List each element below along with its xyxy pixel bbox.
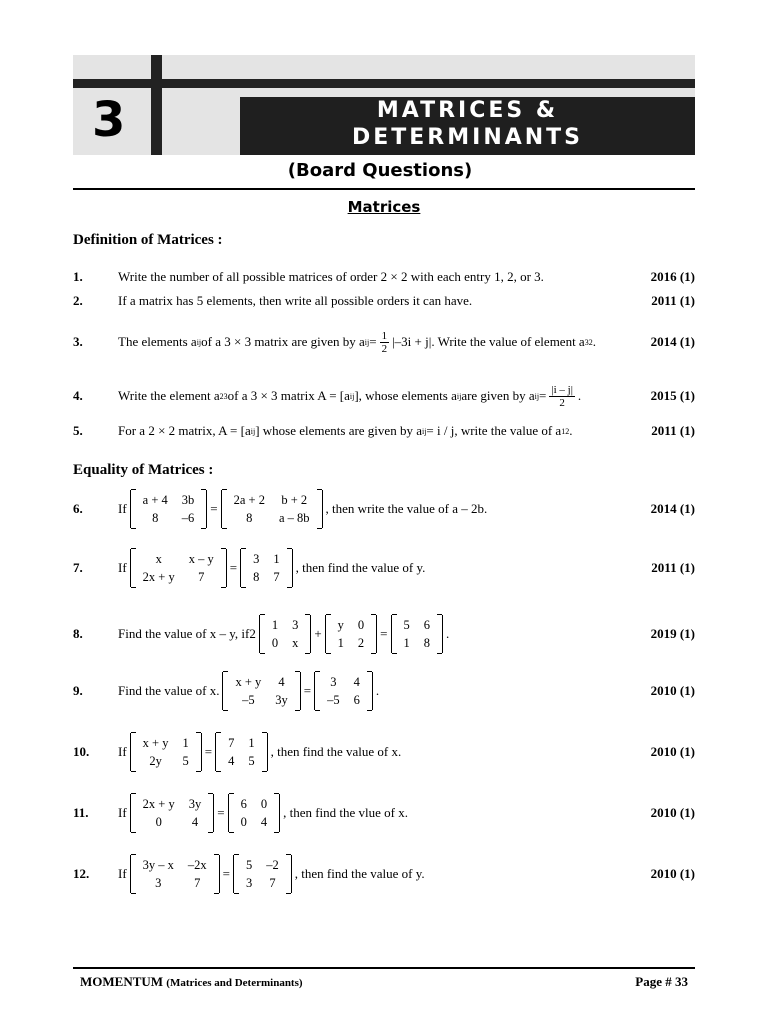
matrix-cell: 4 — [278, 675, 285, 689]
equals-sign: = — [380, 626, 388, 641]
fraction-numerator: 1 — [381, 329, 388, 342]
text-part: , then write the value of a – 2b. — [325, 501, 488, 516]
matrix — [130, 733, 202, 771]
question-12 — [73, 852, 695, 896]
question-text — [118, 855, 647, 893]
text-part: of a 3 × 3 matrix are given by a — [201, 334, 365, 349]
matrix-cell: 4 — [260, 815, 268, 829]
matrix-cell: 3 — [155, 876, 162, 890]
text-part: . — [569, 423, 573, 438]
footer-rule — [73, 967, 695, 969]
text-part: , then find the value of y. — [295, 560, 426, 575]
question-number: 4. — [73, 388, 83, 403]
text-part: of a 3 × 3 matrix A = [a — [227, 388, 350, 403]
text-part: are given by a — [461, 388, 535, 403]
matrix — [391, 615, 444, 653]
matrix-cell: 0 — [357, 618, 365, 632]
matrix-cell: a – 8b — [278, 511, 310, 525]
question-text — [118, 794, 647, 832]
text-part: If — [118, 560, 127, 575]
matrix-cell: 7 — [269, 876, 276, 890]
matrix-cell: 3 — [292, 618, 299, 632]
question-text — [118, 330, 647, 355]
matrix-cell: 1 — [271, 618, 279, 632]
text-part: . — [592, 334, 596, 349]
question-text — [118, 423, 647, 439]
matrix-cell: 5 — [246, 858, 253, 872]
section-title — [73, 198, 695, 216]
equals-sign: = — [229, 560, 238, 575]
matrix — [233, 855, 292, 893]
matrix-cell: 0 — [271, 636, 279, 650]
fraction-denominator: 2 — [559, 396, 565, 409]
chapter-title-line-1: MATRICES & — [376, 98, 559, 123]
matrix-cell: 2x + y — [142, 797, 175, 811]
question-year: 2011 (1) — [651, 293, 695, 308]
subscript: ij — [364, 337, 370, 347]
matrix-cell: y — [337, 618, 344, 632]
matrix-cell: x – y — [188, 552, 214, 566]
text-part: ], whose elements a — [354, 388, 457, 403]
text-part: The elements a — [118, 334, 197, 349]
question-number: 7. — [73, 560, 83, 575]
text-part: = i / j, write the value of a — [426, 423, 562, 438]
chapter-title — [240, 97, 695, 151]
matrix-cell: 8 — [152, 511, 159, 525]
matrix — [240, 549, 293, 587]
matrix-cell: 4 — [353, 675, 360, 689]
text-part: , then find the value of x. — [270, 744, 402, 759]
matrix-cell: 6 — [423, 618, 430, 632]
question-text: Write the number of all possible matrices of order 2 × 2 with each entry 1, 2, or 3. — [118, 269, 544, 284]
matrix-cell: 6 — [353, 693, 360, 707]
question-year: 2011 (1) — [651, 560, 695, 575]
subscript: 12 — [561, 426, 570, 436]
matrix-cell: 3 — [253, 552, 260, 566]
text-part: . — [577, 388, 582, 403]
text-part: = — [369, 334, 377, 349]
matrix-cell: 2x + y — [142, 570, 175, 584]
matrix-cell: 4 — [191, 815, 199, 829]
question-10 — [73, 730, 695, 774]
matrix-cell: 3 — [330, 675, 337, 689]
equals-sign: = — [217, 805, 225, 820]
subscript: ij — [250, 426, 256, 436]
text-part: . — [446, 626, 450, 641]
question-1 — [73, 269, 695, 285]
question-number: 6. — [73, 501, 83, 516]
question-8 — [73, 612, 695, 656]
footer-subtitle: (Matrices and Determinants) — [166, 977, 303, 989]
matrix-cell: 3b — [181, 493, 195, 507]
question-number: 11. — [73, 805, 89, 820]
matrix — [130, 855, 220, 893]
matrix — [130, 549, 227, 587]
matrix-cell: 0 — [260, 797, 268, 811]
question-3 — [73, 325, 695, 359]
question-number: 8. — [73, 626, 83, 641]
question-number: 5. — [73, 423, 83, 438]
fraction — [549, 384, 575, 409]
question-number: 10. — [73, 744, 90, 759]
matrix-cell: 1 — [182, 736, 189, 750]
matrix — [221, 490, 323, 528]
matrix-cell: 4 — [228, 754, 235, 768]
matrix-cell: 1 — [403, 636, 410, 650]
banner-vertical-bar — [151, 55, 162, 155]
matrix-cell: 8 — [253, 570, 260, 584]
question-text — [118, 549, 647, 587]
footer-brand — [80, 974, 303, 990]
question-number: 1. — [73, 269, 83, 284]
question-number: 2. — [73, 293, 83, 308]
matrix-cell: 0 — [240, 815, 247, 829]
matrix-cell: 3y — [188, 797, 202, 811]
subscript: ij — [196, 337, 202, 347]
question-number: 12. — [73, 866, 90, 881]
question-text — [118, 672, 647, 710]
text-part: For a 2 × 2 matrix, A = [a — [118, 423, 251, 438]
subscript: ij — [534, 391, 540, 401]
matrix-cell: 7 — [273, 570, 280, 584]
matrix-cell: –5 — [242, 693, 255, 707]
text-part: |–3i + j|. Write the value of element a — [392, 334, 585, 349]
question-text — [118, 490, 647, 528]
equals-sign: = — [210, 501, 218, 516]
matrix-cell: 1 — [273, 552, 280, 566]
text-part: If — [118, 805, 127, 820]
subscript: ij — [456, 391, 462, 401]
question-text — [118, 384, 647, 409]
matrix-cell: 2y — [149, 754, 162, 768]
matrix-cell: 5 — [182, 754, 189, 768]
question-2 — [73, 293, 695, 309]
matrix — [325, 615, 378, 653]
chapter-subtitle: (Board Questions) — [287, 160, 473, 181]
question-year: 2016 (1) — [650, 269, 695, 284]
footer-brand-name: MOMENTUM — [80, 974, 164, 989]
matrix-cell: 3y — [275, 693, 288, 707]
text-part: = — [539, 388, 547, 403]
equals-sign: = — [222, 866, 231, 881]
equals-sign: = — [303, 683, 312, 698]
matrix-cell: 0 — [155, 815, 162, 829]
header-rule — [73, 188, 695, 190]
matrix-cell: x — [155, 552, 162, 566]
matrix-cell: 8 — [423, 636, 430, 650]
text-part: Find the value of x. — [118, 683, 220, 698]
matrix-cell: 1 — [248, 736, 255, 750]
text-part: . — [375, 683, 380, 698]
question-number: 3. — [73, 334, 83, 349]
text-part: , then find the value of y. — [294, 866, 425, 881]
matrix-cell: –2x — [187, 858, 207, 872]
matrix-cell: x — [292, 636, 299, 650]
question-text: If a matrix has 5 elements, then write all possible orders it can have. — [118, 293, 473, 308]
scalar: 2 — [249, 626, 256, 641]
text-part: Find the value of x – y, if — [118, 626, 250, 641]
heading-equality: Equality of Matrices : — [73, 462, 214, 478]
question-year: 2010 (1) — [650, 805, 695, 820]
matrix-cell: x + y — [235, 675, 262, 689]
question-11 — [73, 791, 695, 835]
text-part: If — [118, 744, 127, 759]
subscript: 32 — [584, 337, 593, 347]
text-part: ] whose elements are given by a — [255, 423, 422, 438]
text-part: Write the element a — [118, 388, 220, 403]
matrix — [130, 490, 208, 528]
banner-horizontal-bar — [73, 79, 695, 88]
question-year: 2010 (1) — [650, 866, 695, 881]
matrix-cell: b + 2 — [281, 493, 308, 507]
heading-definition: Definition of Matrices : — [73, 232, 223, 248]
matrix-cell: 2 — [357, 636, 365, 650]
matrix-cell: 3 — [246, 876, 253, 890]
question-year: 2014 (1) — [650, 334, 695, 349]
plus-sign: + — [314, 626, 322, 641]
matrix-cell: –2 — [266, 858, 279, 872]
question-4 — [73, 379, 695, 413]
question-7 — [73, 546, 695, 590]
section-title-text: Matrices — [347, 198, 421, 216]
chapter-number: 3 — [92, 92, 126, 148]
question-year: 2010 (1) — [650, 683, 695, 698]
matrix-cell: 8 — [246, 511, 253, 525]
text-part: If — [118, 501, 127, 516]
text-part: , then find the vlue of x. — [283, 805, 408, 820]
matrix-cell: 7 — [228, 736, 235, 750]
matrix — [130, 794, 215, 832]
subscript: ij — [421, 426, 427, 436]
fraction — [380, 330, 390, 355]
matrix-cell: 7 — [194, 876, 201, 890]
equals-sign: = — [204, 744, 213, 759]
matrix-cell: x + y — [142, 736, 169, 750]
matrix — [314, 672, 373, 710]
matrix-cell: a + 4 — [142, 493, 168, 507]
fraction-denominator: 2 — [381, 342, 388, 355]
chapter-title-line-2: DETERMINANTS — [351, 125, 584, 150]
subscript: ij — [349, 391, 355, 401]
question-text — [118, 615, 647, 653]
matrix-cell: 5 — [403, 618, 410, 632]
question-year: 2010 (1) — [650, 744, 695, 759]
matrix — [228, 794, 281, 832]
question-year: 2014 (1) — [650, 501, 695, 516]
question-year: 2015 (1) — [650, 388, 695, 403]
matrix-cell: –6 — [181, 511, 195, 525]
text-part: If — [118, 866, 127, 881]
page-number: Page # 33 — [635, 974, 688, 989]
question-6 — [73, 487, 695, 531]
question-5 — [73, 423, 695, 439]
matrix — [215, 733, 268, 771]
matrix — [222, 672, 300, 710]
matrix-cell: 7 — [198, 570, 205, 584]
matrix — [259, 615, 312, 653]
matrix-cell: 5 — [248, 754, 255, 768]
matrix-cell: 2a + 2 — [233, 493, 265, 507]
question-text — [118, 733, 647, 771]
question-number: 9. — [73, 683, 83, 698]
matrix-cell: 6 — [240, 797, 247, 811]
subscript: 23 — [219, 391, 228, 401]
question-year: 2019 (1) — [650, 626, 695, 641]
fraction-numerator: |i – j| — [551, 383, 573, 396]
question-year: 2011 (1) — [651, 423, 695, 438]
matrix-cell: 3y – x — [142, 858, 174, 872]
matrix-cell: –5 — [327, 693, 340, 707]
question-9 — [73, 669, 695, 713]
matrix-cell: 1 — [337, 636, 344, 650]
